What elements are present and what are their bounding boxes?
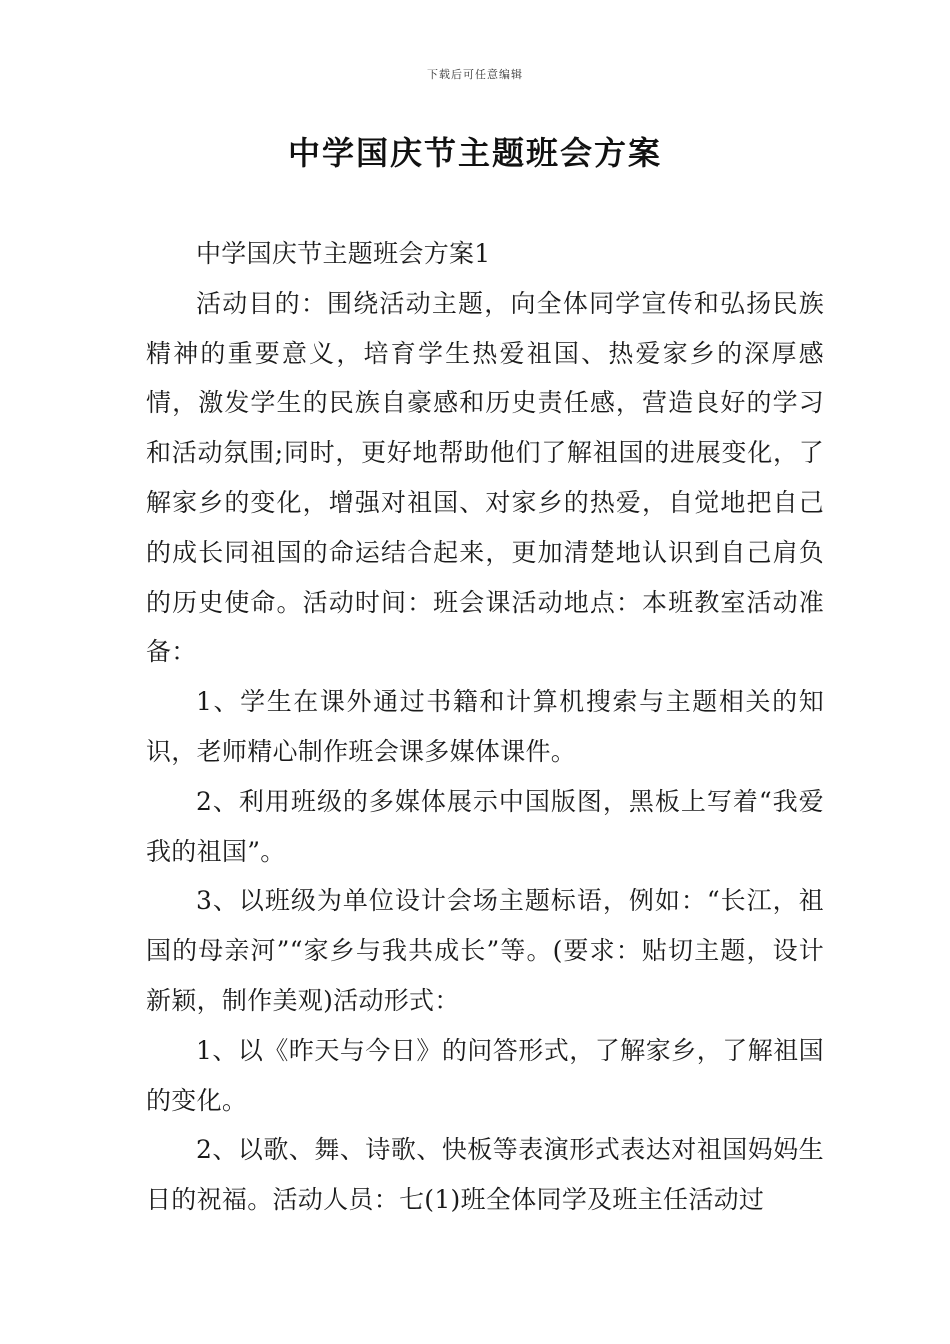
document-body bbox=[146, 229, 824, 1225]
paragraph-prep-3: 3、以班级为单位设计会场主题标语，例如：“长江，祖国的母亲河”“家乡与我共成长”等。(要求：贴切主题，设计新颖，制作美观)活动形式： bbox=[146, 886, 824, 1015]
paragraph-prep-1: 1、学生在课外通过书籍和计算机搜索与主题相关的知识，老师精心制作班会课多媒体课件。 bbox=[146, 687, 824, 766]
paragraph-purpose: 活动目的：围绕活动主题，向全体同学宣传和弘扬民族精神的重要意义，培育学生热爱祖国、热爱家乡的深厚感情，激发学生的民族自豪感和历史责任感，营造良好的学习和活动氛围;同时，更好地帮助他们了解祖国的进展变化，了解家乡的变化，增强对祖国、对家乡的热爱，自觉地把自己的成长同祖国的命运结合起来，更加清楚地认识到自己肩负的历史使命。活动时间：班会课活动地点：本班教室活动准备： bbox=[146, 288, 824, 667]
document-title: 中学国庆节主题班会方案 bbox=[287, 134, 662, 172]
paragraph-form-2: 2、以歌、舞、诗歌、快板等表演形式表达对祖国妈妈生日的祝福。活动人员：七(1)班全体同学及班主任活动过 bbox=[146, 1135, 824, 1215]
header-note: 下载后可任意编辑 bbox=[427, 68, 523, 81]
paragraph-form-1: 1、以《昨天与今日》的问答形式，了解家乡，了解祖国的变化。 bbox=[146, 1035, 824, 1115]
paragraph-prep-2: 2、利用班级的多媒体展示中国版图，黑板上写着“我爱我的祖国”。 bbox=[146, 786, 824, 866]
section-heading: 中学国庆节主题班会方案1 bbox=[196, 239, 491, 268]
